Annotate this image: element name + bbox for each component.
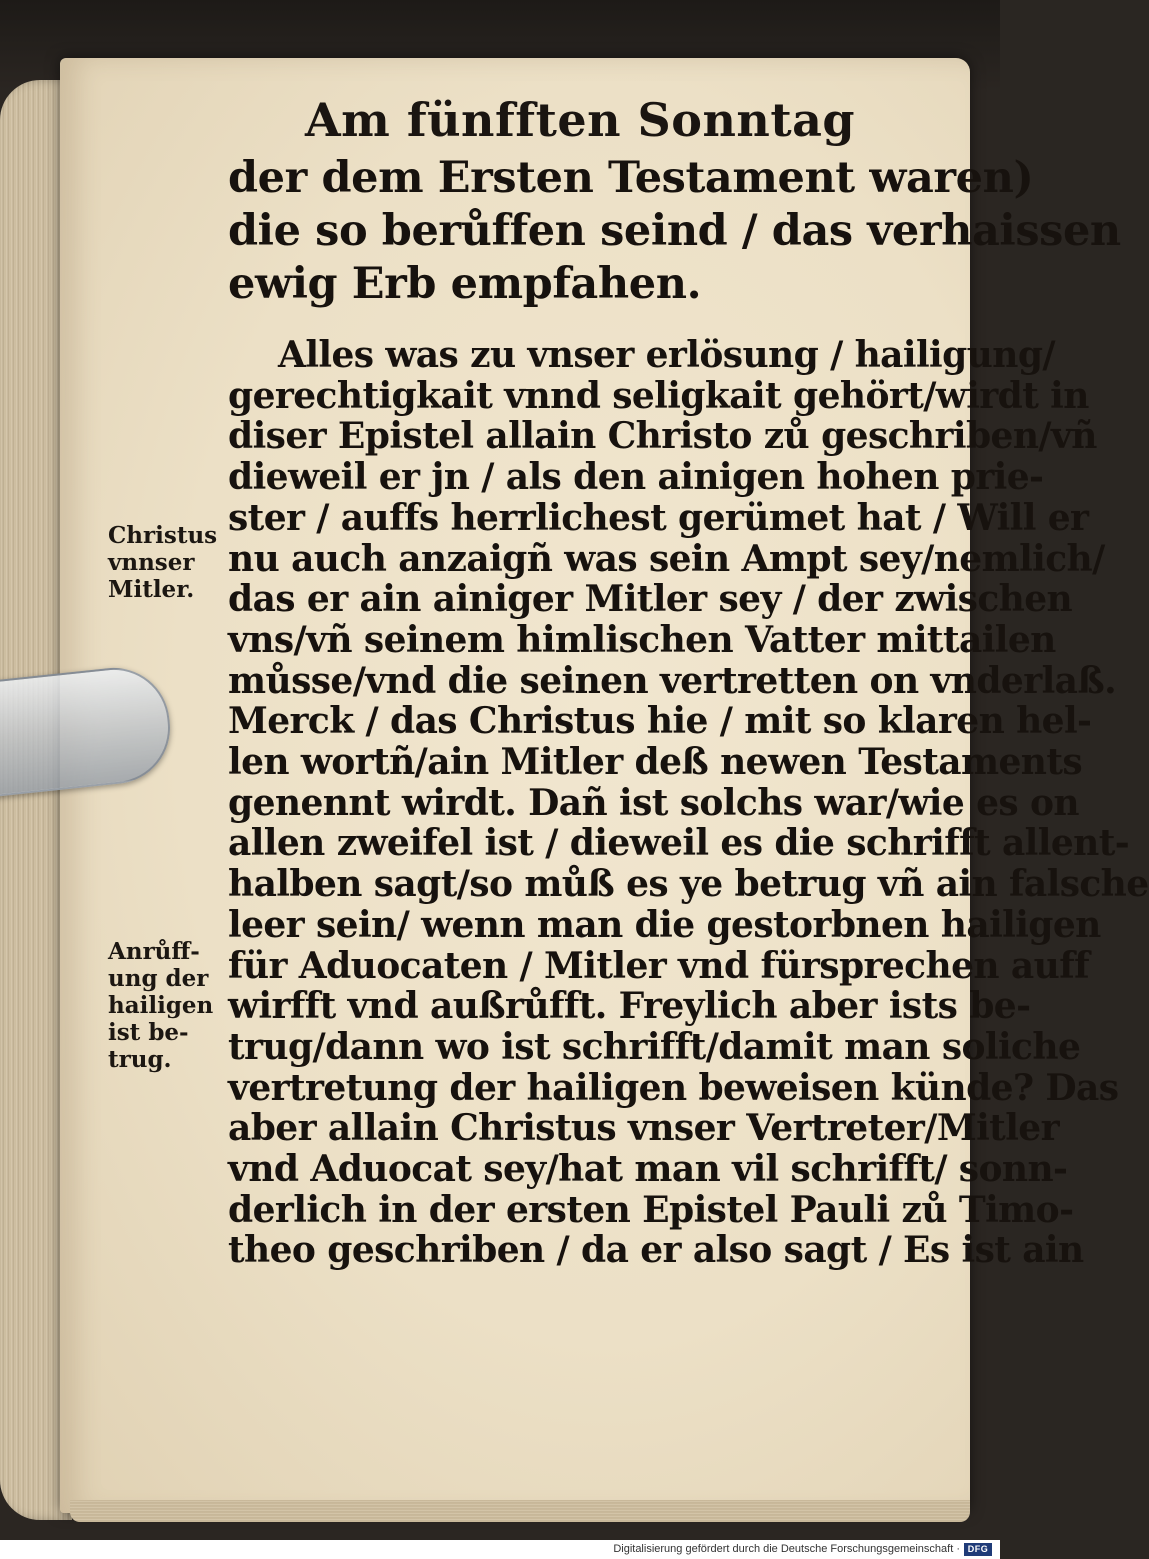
margin-note-christus (108, 522, 226, 603)
text-line: vns/vñ seinem himlischen Vatter mittailen (228, 618, 1056, 661)
text-line: aber allain Christus vnser Vertreter/Mitler (228, 1107, 1059, 1150)
text-line: ster / auffs herrlichest gerümet hat / Will er (228, 496, 1089, 539)
margin-note-line: Christus (108, 522, 218, 549)
margin-note-line: ung der (108, 965, 209, 992)
text-line: ewig Erb empfahen. (228, 259, 702, 309)
text-line: gerechtigkait vnnd seligkait gehört/wirdt in (228, 374, 1089, 417)
text-line: der dem Ersten Testament waren) (228, 153, 1034, 203)
text-line: theo geschriben / da er also sagt / Es ist ain (228, 1229, 1084, 1272)
text-line: leer sein/ wenn man die gestorbnen hailigen (228, 903, 1101, 946)
text-line: můsse/vnd die seinen vertretten on vnderlaß. (228, 659, 1117, 702)
text-line: wirfft vnd außrůfft. Freylich aber ists be- (228, 985, 1031, 1028)
text-line: trug/dann wo ist schrifft/damit man soliche (228, 1025, 1081, 1068)
text-line: allen zweifel ist / dieweil es die schrifft allent- (228, 822, 1130, 865)
text-line: diser Epistel allain Christo zů geschriben/vñ (228, 415, 1097, 458)
margin-note-anruffung (108, 938, 226, 1073)
margin-note-line: ist be- (108, 1019, 189, 1046)
margin-note-line: Anrůff- (108, 938, 200, 965)
text-line: halben sagt/so můß es ye betrug vñ ain falsche (228, 863, 1149, 906)
text-line: len wortñ/ain Mitler deß newen Testaments (228, 741, 1083, 784)
book-bottom-edge (70, 1500, 970, 1522)
margin-note-line: trug. (108, 1046, 172, 1073)
footer-credit: Digitalisierung gefördert durch die Deutsche Forschungsgemeinschaft · (613, 1543, 960, 1555)
text-line: derlich in der ersten Epistel Pauli zů Timo- (228, 1188, 1074, 1231)
running-head: Am fünfften Sonntag (304, 93, 856, 147)
text-line: das er ain ainiger Mitler sey / der zwischen (228, 578, 1073, 621)
text-line: die so berůffen seind / das verhaissen (228, 206, 1121, 256)
text-line: Alles was zu vnser erlösung / hailigung/ (278, 334, 1055, 376)
margin-note-line: vnnser (108, 549, 195, 576)
dfg-logo-icon: DFG (964, 1543, 992, 1556)
margin-note-line: Mitler. (108, 576, 195, 603)
body-text (228, 152, 1149, 1272)
text-line: vnd Aduocat sey/hat man vil schrifft/ sonn- (228, 1148, 1068, 1191)
margin-note-line: hailigen (108, 992, 214, 1019)
text-line: Merck / das Christus hie / mit so klaren hel- (228, 700, 1092, 743)
text-line: vertretung der hailigen beweisen künde? Das (228, 1066, 1119, 1109)
text-line: genennt wirdt. Dañ ist solchs war/wie es on (228, 781, 1079, 824)
text-line: dieweil er jn / als den ainigen hohen prie- (228, 456, 1044, 499)
text-line: für Aduocaten / Mitler vnd fürsprechen auff (228, 944, 1089, 987)
text-line: nu auch anzaigñ was sein Ampt sey/nemlich/ (228, 537, 1105, 580)
